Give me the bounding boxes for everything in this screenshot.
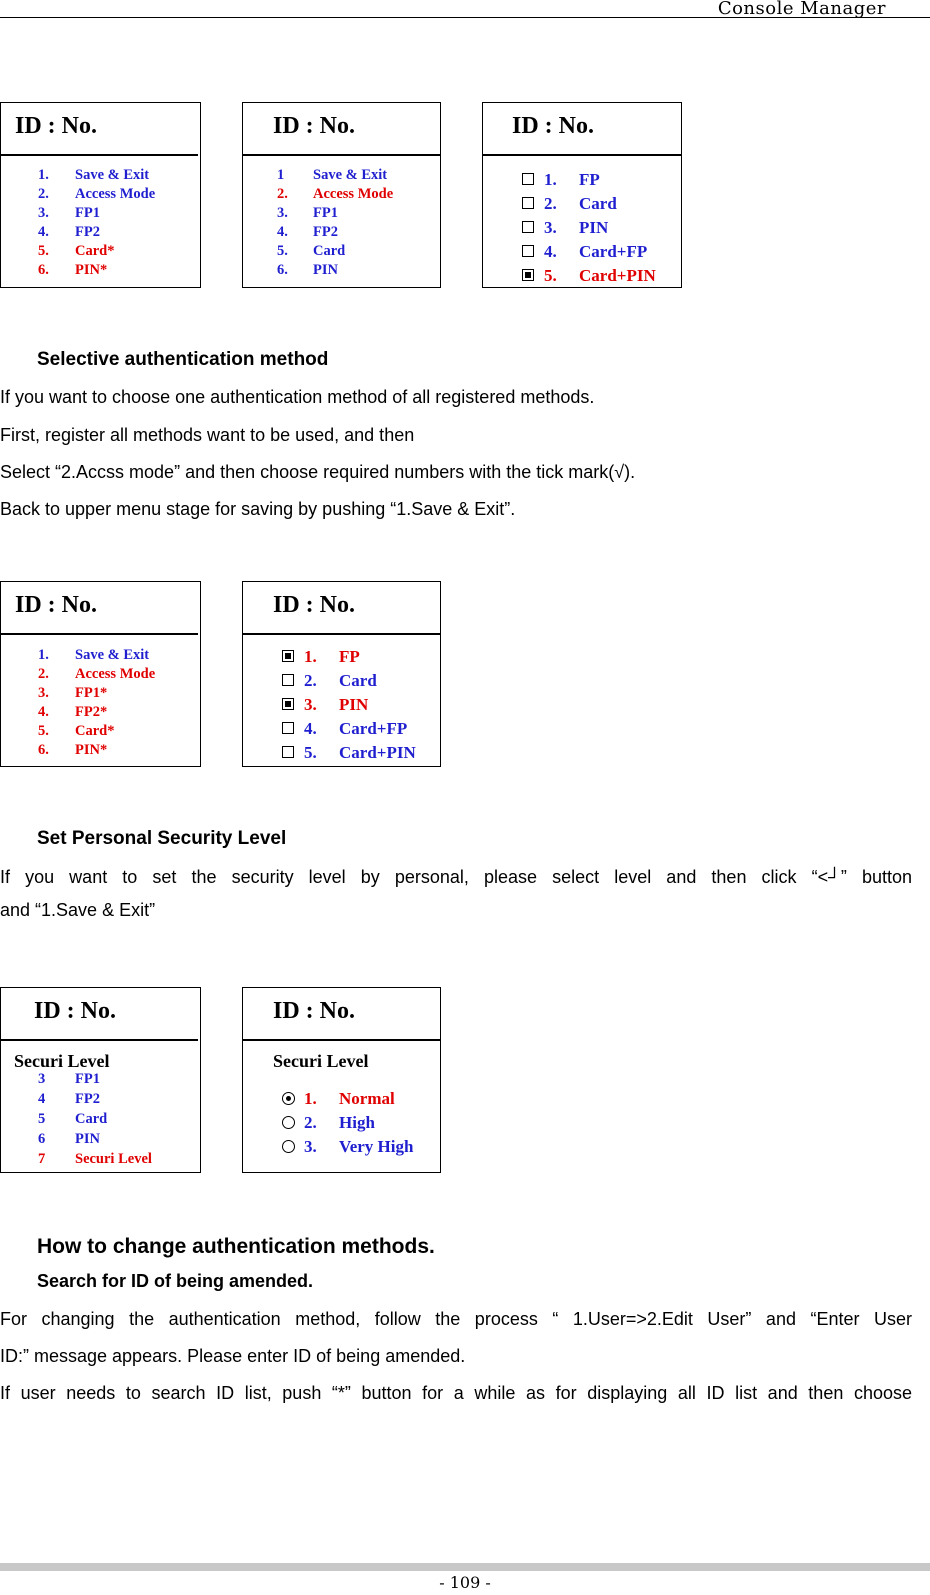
panel-divider — [1, 1039, 198, 1041]
menu-item-label: FP2 — [75, 1091, 100, 1107]
option-number: 5. — [544, 266, 557, 285]
option-number: 4. — [304, 719, 317, 738]
header-title: Console Manager — [717, 0, 886, 19]
paragraph-line: First, register all methods want to be used, and then — [0, 425, 415, 445]
menu-item-label: Save & Exit — [313, 167, 388, 183]
access-mode-option[interactable] — [522, 242, 692, 264]
menu-item-label: Access Mode — [313, 186, 394, 202]
checkbox-icon[interactable] — [282, 698, 294, 710]
access-mode-panel-2 — [242, 581, 441, 767]
security-level-option[interactable] — [282, 1113, 452, 1135]
footer-bar — [0, 1563, 930, 1571]
menu-item-label: Card* — [75, 723, 115, 739]
option-label: FP — [579, 170, 600, 189]
menu-item-label: FP1 — [75, 1071, 100, 1087]
option-label: Card+FP — [579, 242, 648, 261]
access-mode-option[interactable] — [522, 218, 692, 240]
option-label: Card+PIN — [339, 743, 416, 762]
option-label: Very High — [339, 1137, 414, 1156]
menu-item-label: FP1* — [75, 685, 108, 701]
section-heading-selective: Selective authentication method — [37, 349, 329, 370]
menu-item-number: 4. — [38, 224, 49, 240]
checkbox-icon[interactable] — [522, 221, 534, 233]
paragraph-line: If you want to set the security level by personal, please select level and then click “<┘” button — [0, 867, 912, 887]
option-number: 2. — [544, 194, 557, 213]
menu-item-number: 2. — [38, 186, 49, 202]
panel-title: ID : No. — [15, 113, 97, 139]
paragraph-line: For changing the authentication method, follow the process “ 1.User=>2.Edit User” and “Enter User — [0, 1309, 912, 1329]
access-mode-option[interactable] — [282, 743, 452, 765]
radio-button-icon[interactable] — [282, 1116, 295, 1129]
securi-level-label: Securi Level — [273, 1051, 369, 1071]
access-mode-option[interactable] — [282, 671, 452, 693]
checkbox-icon[interactable] — [522, 245, 534, 257]
header-rule — [0, 17, 930, 18]
menu-item-label: Save & Exit — [75, 647, 150, 663]
menu-item-number: 1 — [277, 167, 285, 183]
section-heading-change-methods: How to change authentication methods. — [37, 1235, 435, 1258]
security-level-option[interactable] — [282, 1137, 452, 1159]
paragraph-line: Back to upper menu stage for saving by pushing “1.Save & Exit”. — [0, 499, 516, 519]
paragraph-line: and “1.Save & Exit” — [0, 900, 156, 920]
menu-item-label: PIN — [75, 1131, 100, 1147]
menu-item-label: FP1 — [313, 205, 338, 221]
menu-panel-2a — [0, 581, 201, 767]
paragraph-line: ID:” message appears. Please enter ID of being amended. — [0, 1346, 466, 1366]
paragraph-line: Select “2.Accss mode” and then choose required numbers with the tick mark(√). — [0, 462, 636, 482]
menu-item-number: 5. — [38, 723, 49, 739]
menu-item-number: 5. — [38, 243, 49, 259]
checkbox-icon[interactable] — [522, 197, 534, 209]
panel-divider — [1, 633, 198, 635]
radio-button-icon[interactable] — [282, 1092, 295, 1105]
option-label: Card+FP — [339, 719, 408, 738]
checkbox-icon[interactable] — [282, 650, 294, 662]
option-label: FP — [339, 647, 360, 666]
option-label: Card — [339, 671, 377, 690]
menu-item-number: 6 — [38, 1131, 46, 1147]
option-number: 1. — [544, 170, 557, 189]
section-heading-security: Set Personal Security Level — [37, 828, 287, 849]
access-mode-option[interactable] — [282, 695, 452, 717]
menu-item-number: 4 — [38, 1091, 46, 1107]
option-number: 1. — [304, 647, 317, 666]
menu-item-number: 5 — [38, 1111, 46, 1127]
menu-item-number: 3. — [277, 205, 288, 221]
menu-item-number: 7 — [38, 1151, 46, 1167]
menu-item-number: 3. — [38, 685, 49, 701]
panel-title: ID : No. — [34, 998, 116, 1024]
menu-item-label: Card — [313, 243, 346, 259]
option-number: 3. — [304, 1137, 317, 1156]
menu-item-number: 1. — [38, 647, 49, 663]
menu-item-label: PIN* — [75, 742, 108, 758]
menu-item-label: FP2 — [75, 224, 100, 240]
section-subheading-search: Search for ID of being amended. — [37, 1271, 314, 1291]
panel-divider — [243, 154, 440, 156]
menu-item-number: 5. — [277, 243, 288, 259]
option-label: Normal — [339, 1089, 395, 1108]
option-label: Card+PIN — [579, 266, 656, 285]
panel-divider — [1, 154, 198, 156]
access-mode-option[interactable] — [282, 647, 452, 669]
option-label: PIN — [339, 695, 369, 714]
securi-level-label: Securi Level — [14, 1051, 110, 1071]
option-number: 4. — [544, 242, 557, 261]
access-mode-option[interactable] — [522, 170, 692, 192]
menu-item-number: 2. — [38, 666, 49, 682]
radio-button-icon[interactable] — [282, 1140, 295, 1153]
menu-item-number: 3 — [38, 1071, 46, 1087]
option-number: 2. — [304, 671, 317, 690]
menu-panel-3a — [0, 987, 201, 1173]
option-number: 5. — [304, 743, 317, 762]
menu-item-number: 6. — [277, 262, 288, 278]
option-number: 1. — [304, 1089, 317, 1108]
menu-item-label: FP2 — [313, 224, 338, 240]
checkbox-icon[interactable] — [282, 746, 294, 758]
access-mode-panel-1 — [482, 102, 682, 288]
access-mode-option[interactable] — [282, 719, 452, 741]
option-number: 3. — [304, 695, 317, 714]
menu-panel-1b — [242, 102, 441, 288]
option-number: 2. — [304, 1113, 317, 1132]
menu-item-label: PIN* — [75, 262, 108, 278]
option-number: 3. — [544, 218, 557, 237]
menu-item-number: 6. — [38, 742, 49, 758]
access-mode-option[interactable] — [522, 194, 692, 216]
panel-title: ID : No. — [273, 998, 355, 1024]
menu-item-number: 6. — [38, 262, 49, 278]
menu-item-label: Securi Level — [75, 1151, 152, 1167]
page-number: - 109 - — [439, 1573, 491, 1592]
menu-item-label: Access Mode — [75, 186, 156, 202]
checkbox-icon[interactable] — [522, 269, 534, 281]
menu-item-number: 4. — [38, 704, 49, 720]
menu-panel-1a — [0, 102, 201, 288]
paragraph-line: If you want to choose one authentication method of all registered methods. — [0, 387, 595, 407]
panel-divider — [243, 1039, 440, 1041]
checkbox-icon[interactable] — [282, 674, 294, 686]
menu-item-label: Save & Exit — [75, 167, 150, 183]
menu-item-label: Access Mode — [75, 666, 156, 682]
menu-item-label: FP2* — [75, 704, 108, 720]
menu-item-number: 1. — [38, 167, 49, 183]
panel-divider — [243, 633, 440, 635]
menu-item-label: PIN — [313, 262, 338, 278]
panel-title: ID : No. — [273, 113, 355, 139]
menu-item-number: 3. — [38, 205, 49, 221]
security-level-panel — [242, 987, 441, 1173]
panel-title: ID : No. — [512, 113, 594, 139]
panel-divider — [483, 154, 681, 156]
menu-item-label: Card — [75, 1111, 108, 1127]
checkbox-icon[interactable] — [282, 722, 294, 734]
panel-title: ID : No. — [15, 592, 97, 618]
paragraph-line: If user needs to search ID list, push “*” button for a while as for displaying all ID list and then choose — [0, 1383, 912, 1403]
option-label: PIN — [579, 218, 609, 237]
panel-title: ID : No. — [273, 592, 355, 618]
security-level-option[interactable] — [282, 1089, 452, 1111]
access-mode-option[interactable] — [522, 266, 692, 288]
checkbox-icon[interactable] — [522, 173, 534, 185]
option-label: High — [339, 1113, 375, 1132]
option-label: Card — [579, 194, 617, 213]
menu-item-number: 2. — [277, 186, 288, 202]
menu-item-label: FP1 — [75, 205, 100, 221]
menu-item-label: Card* — [75, 243, 115, 259]
menu-item-number: 4. — [277, 224, 288, 240]
